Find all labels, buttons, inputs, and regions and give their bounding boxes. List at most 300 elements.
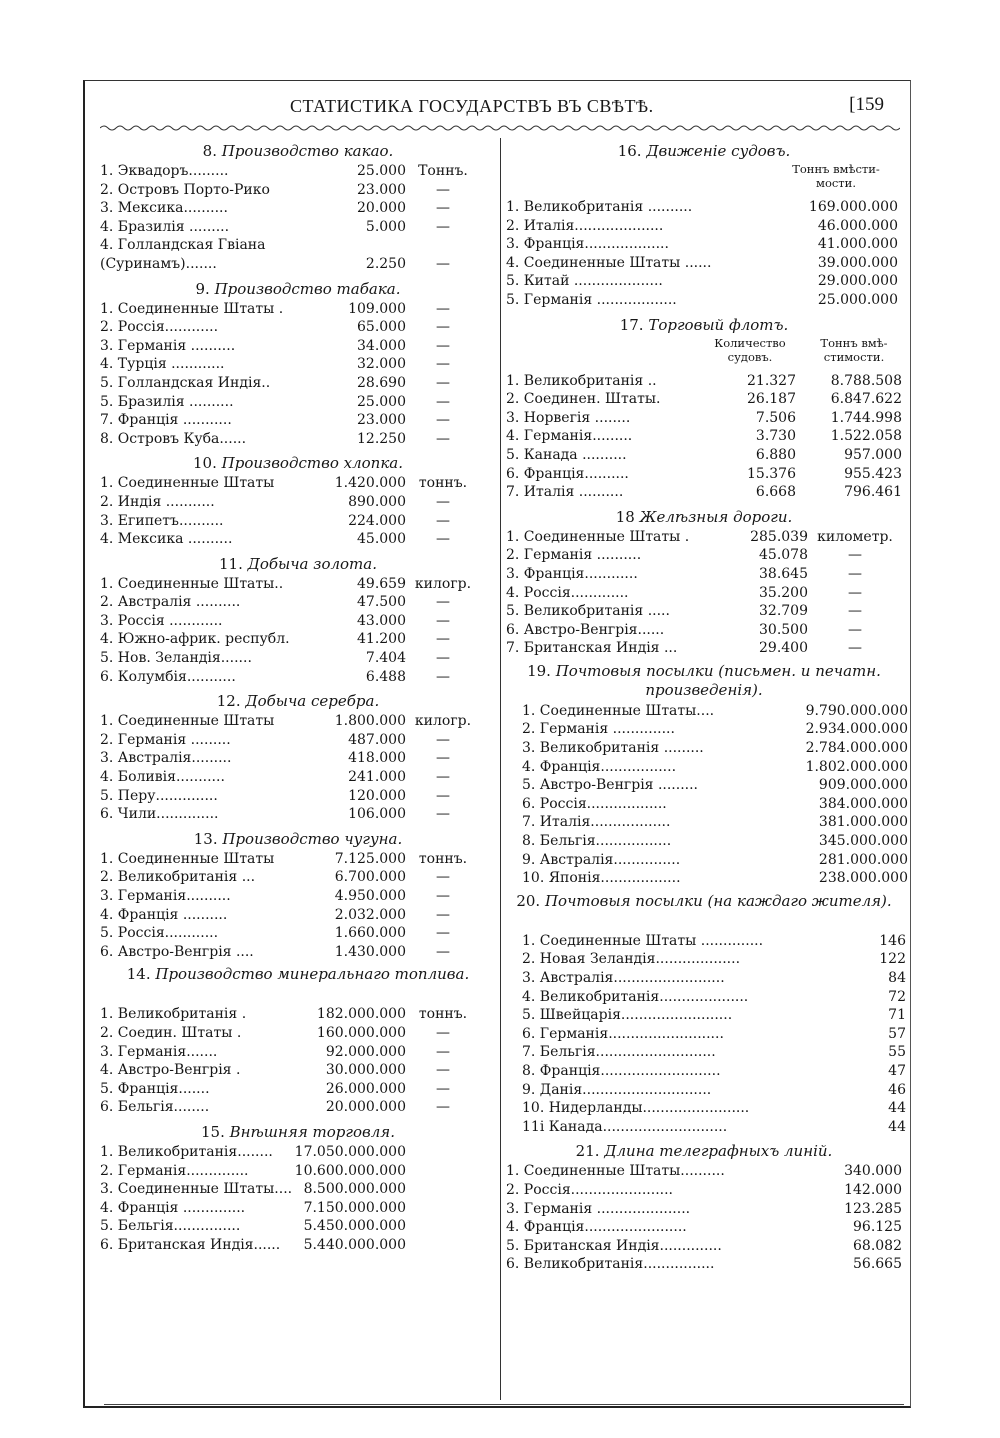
unit: —: [436, 1024, 450, 1041]
bottom-rule: [104, 1404, 904, 1405]
table-row: [100, 575, 496, 594]
unit: —: [436, 356, 450, 373]
table-row: [506, 1006, 906, 1025]
table-row: [506, 217, 902, 236]
table-row: [100, 1199, 496, 1218]
country-name: 2. Островъ Порто-Рико: [100, 181, 270, 198]
value: 487.000: [348, 731, 406, 748]
table-row: [100, 1180, 496, 1199]
unit: —: [436, 750, 450, 767]
section-left-6: [100, 965, 496, 1121]
country-name: (Суринамъ).......: [100, 255, 217, 272]
value: 120.000: [348, 787, 406, 804]
section-title-text: Производство хлопка.: [221, 454, 403, 473]
table-row: [506, 1043, 906, 1062]
value: 32.709: [759, 603, 808, 620]
country-name: 5. Бразилія ..........: [100, 393, 234, 410]
value: 20.000.000: [325, 1099, 406, 1116]
table-row: [506, 1218, 902, 1237]
column-divider: [500, 138, 501, 1400]
table-row: [100, 593, 496, 612]
column-header-count: Количество судовъ.: [714, 335, 786, 364]
value: 1.802.000.000: [805, 758, 908, 775]
country-name: 8. Бельгія.................: [522, 833, 672, 850]
table-row: [100, 300, 496, 319]
table-row: [100, 649, 496, 668]
table-row: [506, 602, 902, 621]
table-row: [100, 712, 496, 731]
country-name: 7. Италія ..........: [506, 484, 624, 501]
value: 122: [879, 951, 906, 968]
section-title-text: Длина телеграфныхъ линій.: [604, 1142, 833, 1161]
country-name: 6. Бельгія........: [100, 1099, 210, 1116]
table-row: [100, 411, 496, 430]
value: 68.082: [853, 1237, 902, 1254]
table-row: [100, 749, 496, 768]
value: 45.078: [759, 547, 808, 564]
value: 146: [879, 932, 906, 949]
table-row: [100, 1143, 496, 1162]
table-row: [100, 181, 496, 200]
unit: —: [436, 650, 450, 667]
unit: —: [848, 584, 862, 601]
value: 55: [888, 1044, 906, 1061]
value: 281.000.000: [818, 851, 908, 868]
value: 169.000.000: [808, 199, 898, 215]
value: 72: [888, 988, 906, 1005]
section-left-3: [100, 553, 496, 691]
value: 12.250: [357, 430, 406, 447]
country-name: 3. Соединенные Штаты....: [100, 1181, 293, 1198]
country-name: 5. Швейцарія.........................: [522, 1007, 733, 1024]
value: 44: [888, 1100, 906, 1117]
table-row: [506, 198, 902, 217]
section-number: 11.: [218, 554, 243, 573]
section-title: [506, 892, 902, 932]
country-name: 3. Франція...................: [506, 236, 669, 253]
country-name: 2. Индія ...........: [100, 493, 215, 510]
section-title: [506, 506, 902, 528]
value: 41.200: [357, 631, 406, 648]
country-name: 11i Канада............................: [522, 1118, 728, 1135]
table-row: [506, 1099, 906, 1118]
country-name: 4. Турція ............: [100, 356, 225, 373]
table-row: [506, 546, 902, 565]
value: 3.730: [755, 428, 796, 445]
table-row: [506, 739, 908, 758]
value: 9.790.000.000: [805, 702, 908, 719]
country-name: 3. Австралія.........................: [522, 970, 725, 986]
page-title: СТАТИСТИКА ГОСУДАРСТВЪ ВЪ СВѢТѢ.: [290, 96, 654, 116]
table-row: [100, 1080, 496, 1099]
unit: тоннъ.: [418, 475, 468, 492]
country-name: 2. Австралія ..........: [100, 594, 241, 611]
section-left-0: [100, 140, 496, 278]
table-row: [100, 1098, 496, 1117]
value: 10.600.000.000: [294, 1162, 406, 1179]
unit: —: [436, 1062, 450, 1079]
unit: —: [848, 565, 862, 582]
section-number: 21.: [575, 1142, 600, 1161]
country-name: 4. Франція ..............: [100, 1199, 246, 1216]
section-number: 14.: [126, 965, 151, 984]
table-row: [100, 430, 496, 449]
country-name: 2. Германія ..........: [506, 547, 642, 564]
table-row: [506, 409, 902, 428]
value: 96.125: [853, 1219, 902, 1236]
table-row: [100, 512, 496, 531]
value-tonnage: 957.000: [844, 446, 902, 463]
unit: —: [436, 181, 450, 198]
value: 43.000: [357, 612, 406, 629]
section-title-text: Почтовыя посылки (на каждаго жителя).: [544, 891, 892, 910]
table-row: [100, 906, 496, 925]
country-name: 5. Нов. Зеландія.......: [100, 650, 252, 667]
country-name: 1. Соединенные Штаты: [100, 850, 275, 867]
country-name: 10. Нидерланды........................: [522, 1100, 750, 1117]
country-name: 3. Мексика..........: [100, 200, 228, 217]
table-row: [506, 950, 906, 969]
unit: —: [436, 412, 450, 429]
section-title: [506, 662, 902, 702]
country-name: 5. Перу..............: [100, 787, 218, 804]
value: 1.660.000: [334, 925, 406, 942]
table-row: [100, 493, 496, 512]
country-name: 4. Голландская Гвіана: [100, 237, 266, 254]
value: 1.800.000: [334, 713, 406, 730]
value: 2.032.000: [334, 906, 406, 923]
value: 285.039: [750, 528, 808, 545]
country-name: 9. Австралія...............: [522, 851, 681, 868]
unit: —: [848, 603, 862, 620]
table-row: [506, 702, 908, 721]
section-number: 12.: [216, 692, 241, 711]
table-row: [506, 932, 906, 951]
section-right-4: [506, 891, 906, 1141]
unit: тоннъ.: [418, 1006, 468, 1023]
table-row: [100, 255, 496, 274]
table-row: [100, 1024, 496, 1043]
value: 32.000: [357, 356, 406, 373]
table-row: [506, 869, 908, 888]
unit: —: [848, 547, 862, 564]
value: 1.430.000: [334, 943, 406, 960]
value: 7.404: [365, 650, 406, 667]
country-name: 1. Великобританія .: [100, 1006, 247, 1023]
country-name: 4. Мексика ..........: [100, 531, 233, 548]
section-number: 9.: [195, 279, 210, 298]
table-row: [506, 584, 902, 603]
table-row: [506, 528, 902, 547]
country-name: 3. Великобританія .........: [522, 740, 704, 757]
section-left-7: [100, 1121, 496, 1259]
country-name: 1. Соединенные Штаты: [100, 475, 275, 492]
table-row: [506, 639, 902, 658]
value: 109.000: [348, 300, 406, 317]
table-row: [100, 218, 496, 237]
table-row: [506, 1025, 906, 1044]
value: 46: [888, 1081, 906, 1098]
table-row: [506, 1237, 902, 1256]
unit: —: [436, 1043, 450, 1060]
table-row: [506, 372, 902, 391]
value: 384.000.000: [818, 795, 908, 812]
value: 381.000.000: [818, 814, 908, 831]
unit: —: [848, 640, 862, 657]
country-name: 6. Россія..................: [522, 795, 667, 812]
value: 65.000: [357, 319, 406, 336]
section-number: 8.: [202, 142, 217, 160]
table-row: [506, 1081, 906, 1100]
page-header: [104, 94, 894, 120]
country-name: 2. Германія ..............: [522, 721, 675, 738]
unit: —: [436, 925, 450, 942]
country-name: 5. Бельгія...............: [100, 1218, 241, 1235]
unit: —: [436, 255, 450, 272]
unit: килогр.: [414, 713, 472, 730]
table-row: [100, 943, 496, 962]
country-name: 7. Италія..................: [522, 814, 671, 831]
section-title: [506, 1140, 902, 1162]
value: 224.000: [348, 512, 406, 529]
value: 8.500.000.000: [303, 1181, 406, 1198]
value-tonnage: 8.788.508: [830, 372, 902, 389]
table-row: [100, 868, 496, 887]
section-title-text: Производство чугуна.: [222, 829, 403, 848]
table-row: [506, 969, 906, 988]
country-name: 7. Франція ...........: [100, 412, 232, 429]
unit: —: [436, 374, 450, 391]
value: 41.000.000: [817, 236, 898, 253]
country-name: 6. Австро-Венгрія ....: [100, 943, 254, 960]
country-name: 3. Германія.......: [100, 1043, 218, 1060]
value: 241.000: [348, 769, 406, 786]
table-row: [100, 850, 496, 869]
value: 15.376: [747, 465, 796, 482]
table-row: [100, 805, 496, 824]
country-name: 3. Германія ..........: [100, 337, 236, 354]
country-name: 3. Германія .....................: [506, 1200, 691, 1217]
value: 909.000.000: [818, 777, 908, 794]
table-row: [506, 1255, 902, 1274]
section-number: 19.: [527, 661, 551, 680]
value: 26.000.000: [325, 1080, 406, 1097]
value: 7.125.000: [334, 850, 406, 867]
country-name: 1. Соединенные Штаты..: [100, 575, 284, 592]
table-row: [100, 374, 496, 393]
table-row: [100, 236, 496, 255]
country-name: 3. Россія ............: [100, 612, 223, 629]
section-right-2: [506, 506, 902, 662]
value-tonnage: 955.423: [844, 465, 902, 482]
value: 56.665: [853, 1256, 902, 1273]
country-name: 4. Великобританія....................: [522, 988, 749, 1005]
country-name: 2. Новая Зеландія...................: [522, 951, 741, 968]
unit: —: [848, 621, 862, 638]
country-name: 4. Германія.........: [506, 428, 633, 445]
table-row: [100, 768, 496, 787]
unit: —: [436, 430, 450, 447]
table-row: [506, 446, 902, 465]
country-name: 2. Германія .........: [100, 731, 231, 748]
country-name: 4. Франція ..........: [100, 906, 228, 923]
section-title-text: Почтовыя посылки (письмен. и печатн. произведенія).: [555, 661, 881, 699]
country-name: 1. Соединенные Штаты ..............: [522, 932, 764, 949]
value: 26.187: [747, 391, 796, 408]
country-name: 5. Россія............: [100, 925, 219, 942]
table-row: [100, 1217, 496, 1236]
value: 25.000: [357, 163, 406, 179]
country-name: 3. Германія..........: [100, 888, 231, 904]
section-left-5: [100, 828, 496, 966]
value: 340.000: [844, 1163, 902, 1180]
table-row: [100, 924, 496, 943]
value: 30.000.000: [325, 1062, 406, 1079]
table-row: [506, 254, 902, 273]
country-name: 1. Великобританія ..........: [506, 199, 693, 215]
value-tonnage: 1.744.998: [830, 409, 902, 426]
value: 160.000.000: [316, 1024, 406, 1041]
section-left-1: [100, 278, 496, 453]
country-name: 6. Колумбія...........: [100, 668, 236, 685]
page-number: [159: [849, 94, 884, 115]
section-title: [100, 828, 496, 850]
country-name: 2. Россія............: [100, 319, 219, 336]
country-name: 4. Россія.............: [506, 584, 629, 601]
section-title: [506, 140, 902, 162]
section-title: [100, 1121, 496, 1143]
table-row: [100, 530, 496, 549]
country-name: 7. Бельгія...........................: [522, 1044, 716, 1061]
section-title-text: Производство табака.: [214, 279, 401, 298]
table-row: [506, 1062, 906, 1081]
table-row: [100, 474, 496, 493]
value: 4.950.000: [334, 888, 406, 904]
country-name: 2. Италія....................: [506, 217, 664, 234]
value: 20.000: [357, 200, 406, 217]
section-number: 13.: [193, 829, 218, 848]
section-title-text: Желѣзныя дороги.: [639, 507, 793, 526]
unit: —: [436, 769, 450, 786]
section-title: [100, 690, 496, 712]
value: 28.690: [357, 374, 406, 391]
country-name: 6. Чили..............: [100, 806, 219, 823]
country-name: 4. Австро-Венгрія .: [100, 1062, 241, 1079]
value: 84: [888, 970, 906, 986]
country-name: 1. Соединенные Штаты: [100, 713, 275, 730]
section-number: 10.: [193, 454, 217, 473]
unit: —: [436, 1099, 450, 1116]
value: 44: [888, 1118, 906, 1135]
country-name: 6. Германія..........................: [522, 1025, 724, 1042]
country-name: 3. Франція............: [506, 565, 638, 582]
country-name: 4. Боливія...........: [100, 769, 225, 786]
value: 142.000: [844, 1181, 902, 1198]
country-name: 1. Великобританія ..: [506, 372, 657, 389]
value: 34.000: [357, 337, 406, 354]
table-row: [100, 668, 496, 687]
unit: Тоннъ.: [418, 163, 468, 179]
table-row: [506, 235, 902, 254]
table-row: [506, 390, 902, 409]
section-left-4: [100, 690, 496, 828]
unit: —: [436, 200, 450, 217]
country-name: 6. Великобританія................: [506, 1256, 715, 1273]
unit: —: [436, 337, 450, 354]
country-name: 1. Великобританія........: [100, 1143, 273, 1160]
country-name: 1. Соединенные Штаты .: [506, 528, 690, 545]
country-name: 5. Китай ....................: [506, 273, 663, 290]
country-name: 4. Южно-африк. республ.: [100, 631, 290, 648]
value: 7.506: [755, 409, 796, 426]
country-name: 2. Россія.......................: [506, 1181, 674, 1198]
unit: —: [436, 806, 450, 823]
unit: —: [436, 493, 450, 510]
value: 5.450.000.000: [303, 1218, 406, 1235]
country-name: 1. Соединенные Штаты....: [522, 702, 715, 719]
section-title: [100, 278, 496, 300]
unit: километр.: [817, 528, 893, 545]
table-row: [100, 199, 496, 218]
section-left-2: [100, 452, 496, 552]
section-number: 16.: [617, 142, 642, 160]
section-gap: [506, 1274, 902, 1278]
value: 25.000.000: [817, 291, 898, 308]
country-name: 8. Франція...........................: [522, 1062, 721, 1079]
table-row: [100, 318, 496, 337]
section-title-text: Торговый флотъ.: [648, 315, 789, 334]
section-title: [506, 314, 902, 336]
section-gap: [100, 1255, 496, 1259]
value: 30.500: [759, 621, 808, 638]
country-name: 5. Британская Индія..............: [506, 1237, 722, 1254]
value: 45.000: [357, 531, 406, 548]
table-row: [100, 787, 496, 806]
country-name: 5. Великобританія .....: [506, 603, 670, 620]
value: 17.050.000.000: [294, 1143, 406, 1160]
value: 123.285: [844, 1200, 902, 1217]
column-header: [506, 162, 902, 198]
section-right-3: [506, 661, 908, 892]
country-name: 5. Канада ..........: [506, 446, 627, 463]
table-row: [506, 291, 902, 310]
section-title-text: Движеніе судовъ.: [646, 142, 791, 160]
value: 345.000.000: [818, 833, 908, 850]
table-row: [506, 851, 908, 870]
table-row: [100, 1162, 496, 1181]
country-name: 4. Франція.................: [522, 758, 677, 775]
unit: —: [436, 631, 450, 648]
section-title: [100, 553, 496, 575]
table-row: [506, 1200, 902, 1219]
country-name: 4. Бразилія .........: [100, 218, 230, 235]
unit: —: [436, 888, 450, 904]
value: 2.934.000.000: [805, 721, 908, 738]
unit: —: [436, 731, 450, 748]
unit: —: [436, 594, 450, 611]
unit: —: [436, 787, 450, 804]
value-tonnage: 796.461: [844, 484, 902, 501]
country-name: 1. Соединенные Штаты .: [100, 300, 284, 317]
value: 47: [888, 1062, 906, 1079]
section-right-0: [506, 140, 902, 314]
value: 1.420.000: [334, 475, 406, 492]
table-row: [506, 720, 908, 739]
country-name: 5. Голландская Индія..: [100, 374, 271, 391]
column-header-tonnage: Тоннъ вмѣсти-мости.: [792, 162, 880, 190]
country-name: 2. Соедин. Штаты .: [100, 1024, 242, 1041]
country-name: 5. Германія ..................: [506, 291, 677, 308]
